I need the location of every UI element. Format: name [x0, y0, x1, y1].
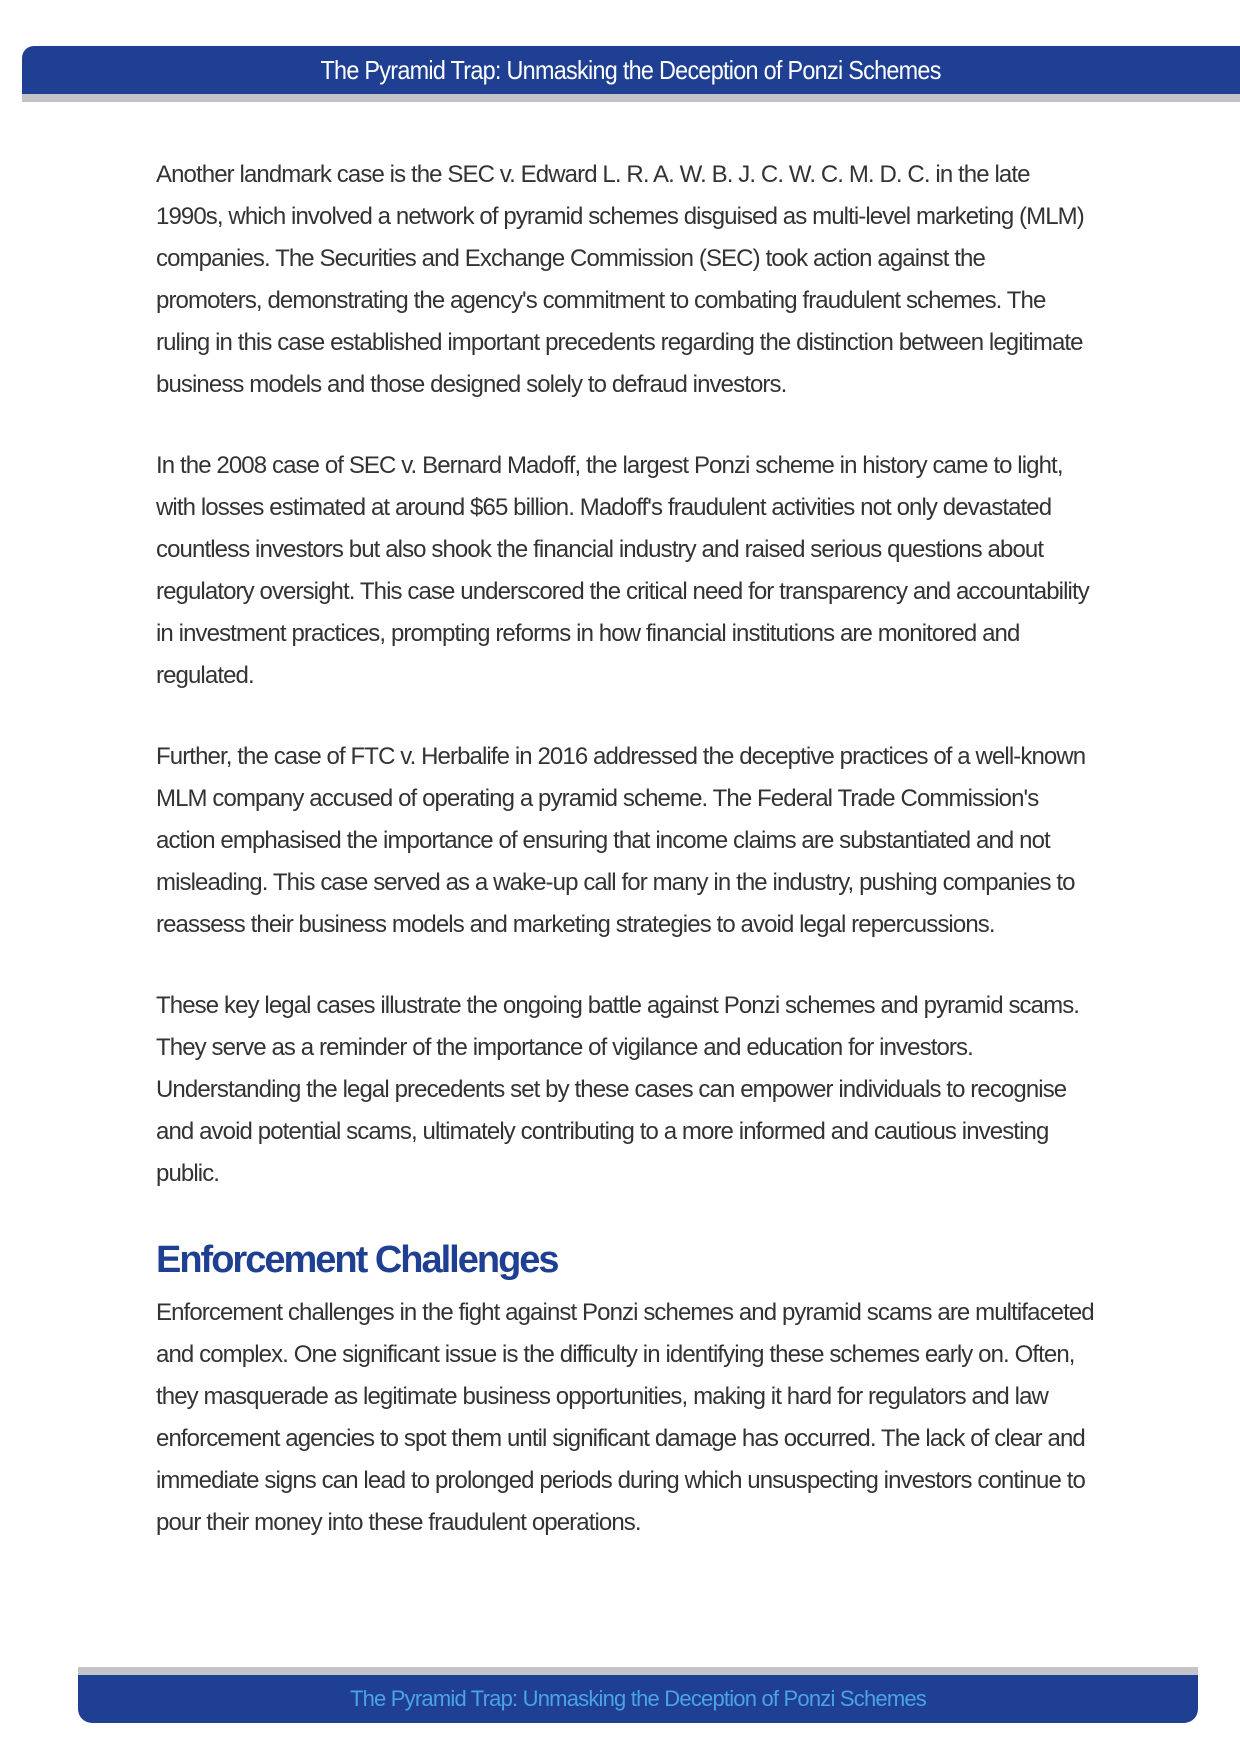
paragraph-sec-edward-case: Another landmark case is the SEC v. Edward L. R. A. W. B. J. C. W. C. M. D. C. in the late 1990s, which involved a network of pyramid schemes disguised as multi-level marketing (MLM) companies. The Securities and Exchange Commission (SEC) took action against the promoters, demonstrating the agency's commitment to combating fraudulent schemes. The ruling in this case established important precedents regarding the distinction between legitimate business models and those designed solely to defraud investors.: [156, 161, 1084, 398]
header-title: The Pyramid Trap: Unmasking the Deception of Ponzi Schemes: [320, 54, 942, 85]
section-heading-enforcement-challenges: Enforcement Challenges: [156, 1239, 558, 1281]
paragraph-enforcement-challenges: Enforcement challenges in the fight against Ponzi schemes and pyramid scams are multifaceted and complex. One significant issue is the difficulty in identifying these schemes early on. Often, they masquerade as legitimate business opportunities, making it hard for regulators and law enforcement agencies to spot them until significant damage has occurred. The lack of clear and immediate signs can lead to prolonged periods during which unsuspecting investors continue to pour their money into these fraudulent operations.: [156, 1299, 1094, 1536]
page-header: [22, 46, 1240, 94]
paragraph-ftc-herbalife-case: Further, the case of FTC v. Herbalife in 2016 addressed the deceptive practices of a well-known MLM company accused of operating a pyramid scheme. The Federal Trade Commission's action emphasised the importance of ensuring that income claims are substantiated and not misleading. This case served as a wake-up call for many in the industry, pushing companies to reassess their business models and marketing strategies to avoid legal repercussions.: [156, 743, 1086, 938]
footer-title: The Pyramid Trap: Unmasking the Deception of Ponzi Schemes: [349, 1686, 926, 1711]
document-body: [156, 154, 1096, 1544]
paragraph-sec-madoff-case: In the 2008 case of SEC v. Bernard Madoff, the largest Ponzi scheme in history came to light, with losses estimated at around $65 billion. Madoff's fraudulent activities not only devastated countless investors but also shook the financial industry and raised serious questions about regulatory oversight. This case underscored the critical need for transparency and accountability in investment practices, prompting reforms in how financial institutions are monitored and regulated.: [156, 452, 1089, 689]
paragraph-legal-cases-summary: These key legal cases illustrate the ongoing battle against Ponzi schemes and pyramid scams. They serve as a reminder of the importance of vigilance and education for investors. Understanding the legal precedents set by these cases can empower individuals to recognise and avoid potential scams, ultimately contributing to a more informed and cautious investing public.: [156, 992, 1080, 1187]
page-footer: [78, 1675, 1198, 1723]
